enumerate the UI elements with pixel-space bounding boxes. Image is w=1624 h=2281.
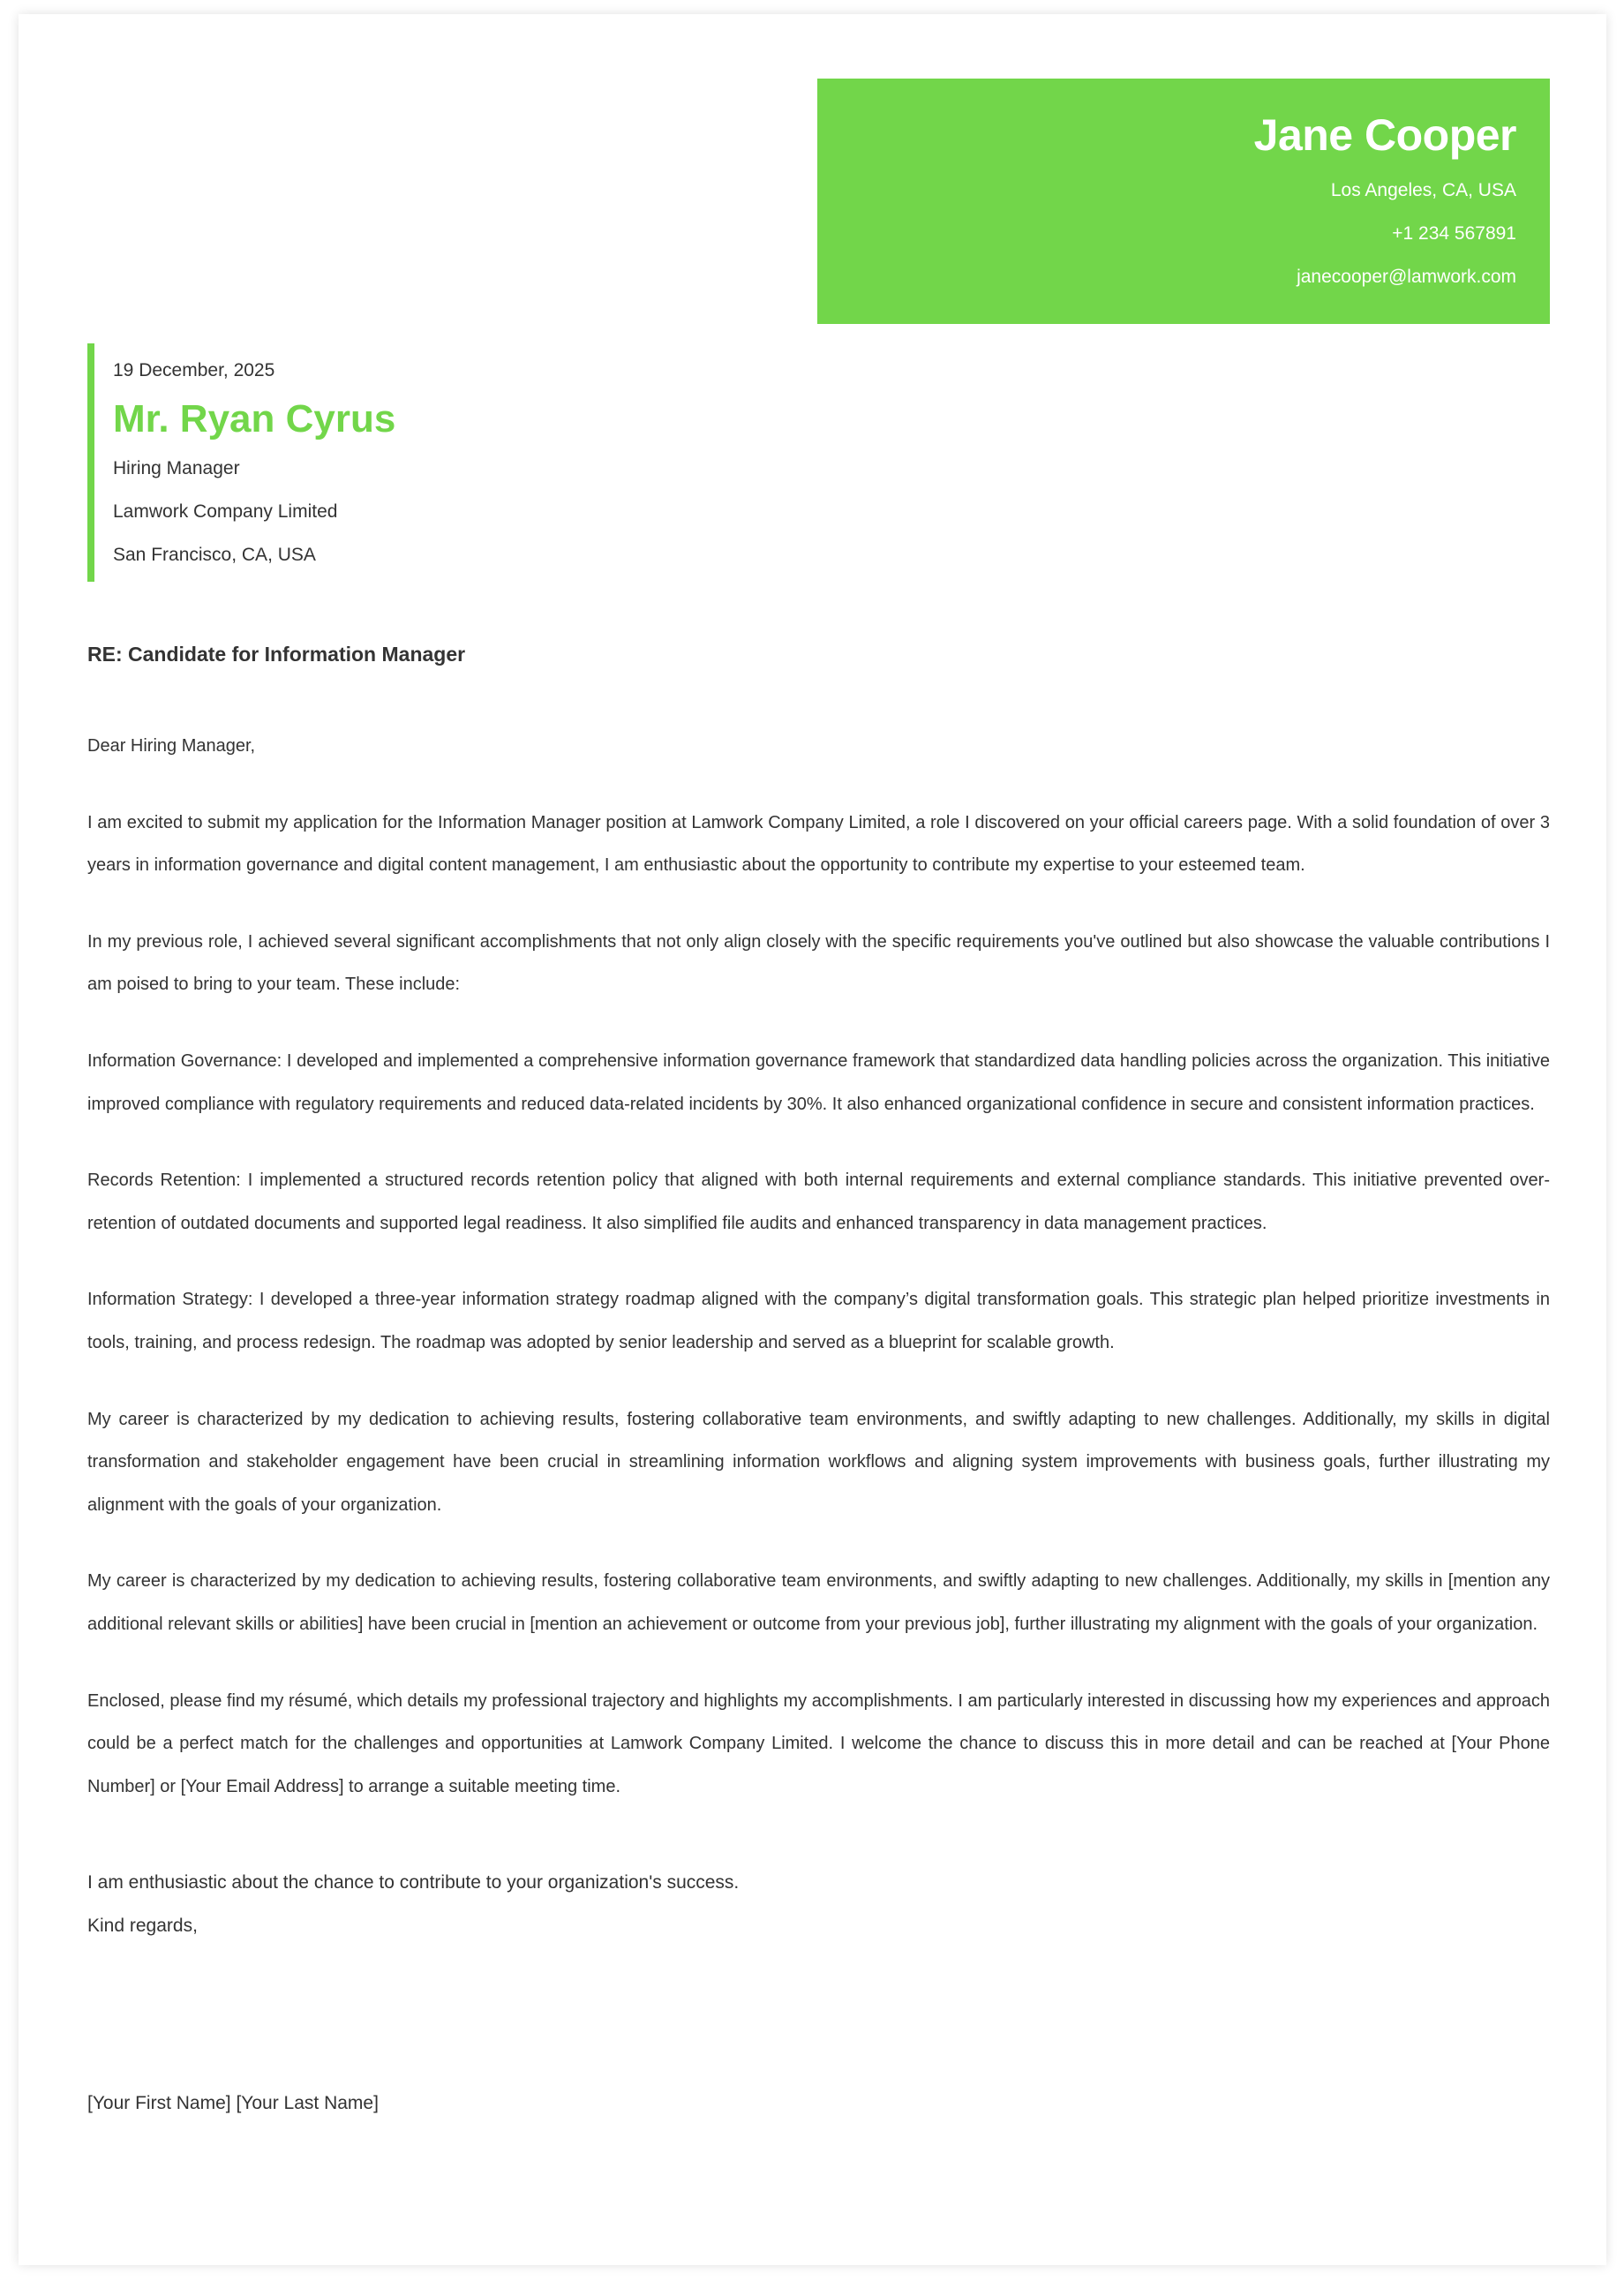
salutation: Dear Hiring Manager, [87, 736, 256, 756]
sender-header [817, 79, 1550, 324]
signature-name: [Your First Name] [Your Last Name] [87, 2093, 379, 2114]
body-paragraph: My career is characterized by my dedication to achieving results, fostering collaborative team environments, and swiftly adapting to new challenges. Additionally, my skills in digital transformation and stakeholder engagement have been crucial in streamlining information workflows and aligning system improvements with business goals, further illustrating my alignment with the goals of your organization. [87, 1409, 1550, 1515]
sender-phone: +1 234 567891 [1392, 223, 1516, 244]
signoff: Kind regards, [87, 1916, 198, 1937]
letter-body [87, 725, 1550, 1808]
body-paragraph: In my previous role, I achieved several significant accomplishments that not only align closely with the specific requirements you've outlined but also showcase the valuable contributions I am poised to bring to your team. These include: [87, 931, 1550, 995]
recipient-block [87, 343, 1550, 582]
sender-location: Los Angeles, CA, USA [1330, 180, 1516, 200]
closing [87, 1861, 1550, 1947]
letter-date: 19 December, 2025 [113, 360, 275, 380]
subject-line: RE: Candidate for Information Manager [87, 643, 466, 666]
recipient-title: Hiring Manager [113, 458, 240, 478]
recipient-location: San Francisco, CA, USA [113, 545, 316, 565]
closing-line: I am enthusiastic about the chance to contribute to your organization's success. [87, 1872, 740, 1893]
body-paragraph: I am excited to submit my application for the Information Manager position at Lamwork Company Limited, a role I discovered on your official careers page. With a solid foundation of over 3 years in information governance and digital content management, I am enthusiastic about the opportunity to contribute my expertise to your esteemed team. [87, 812, 1550, 876]
cover-letter-page [19, 14, 1606, 2265]
body-paragraph: Information Governance: I developed and implemented a comprehensive information governance framework that standardized data handling policies across the organization. This initiative improved compliance with regulatory requirements and reduced data-related incidents by 30%. It also enhanced organizational confidence in secure and consistent information practices. [87, 1050, 1550, 1114]
body-paragraph: My career is characterized by my dedication to achieving results, fostering collaborative team environments, and swiftly adapting to new challenges. Additionally, my skills in [mention any additional relevant skills or abilities] have been crucial in [mention an achievement or outcome from your previous job], further illustrating my alignment with the goals of your organization. [87, 1571, 1550, 1634]
body-paragraph: Information Strategy: I developed a three-year information strategy roadmap aligned with the company’s digital transformation goals. This strategic plan helped prioritize investments in tools, training, and process redesign. The roadmap was adopted by senior leadership and served as a blueprint for scalable growth. [87, 1290, 1550, 1352]
recipient-name: Mr. Ryan Cyrus [113, 397, 396, 440]
recipient-company: Lamwork Company Limited [113, 501, 338, 522]
sender-name: Jane Cooper [1253, 110, 1516, 160]
sender-email: janecooper@lamwork.com [1297, 267, 1516, 287]
body-paragraph: Records Retention: I implemented a structured records retention policy that aligned with both internal requirements and external compliance standards. This initiative prevented over-retention of outdated documents and supported legal readiness. It also simplified file audits and enhanced transparency in data management practices. [87, 1171, 1550, 1233]
body-paragraph: Enclosed, please find my résumé, which details my professional trajectory and highlights my accomplishments. I am particularly interested in discussing how my experiences and approach could be a perfect match for the challenges and opportunities at Lamwork Company Limited. I welcome the chance to discuss this in more detail and can be reached at [Your Phone Number] or [Your Email Address] to arrange a suitable meeting time. [87, 1690, 1550, 1796]
